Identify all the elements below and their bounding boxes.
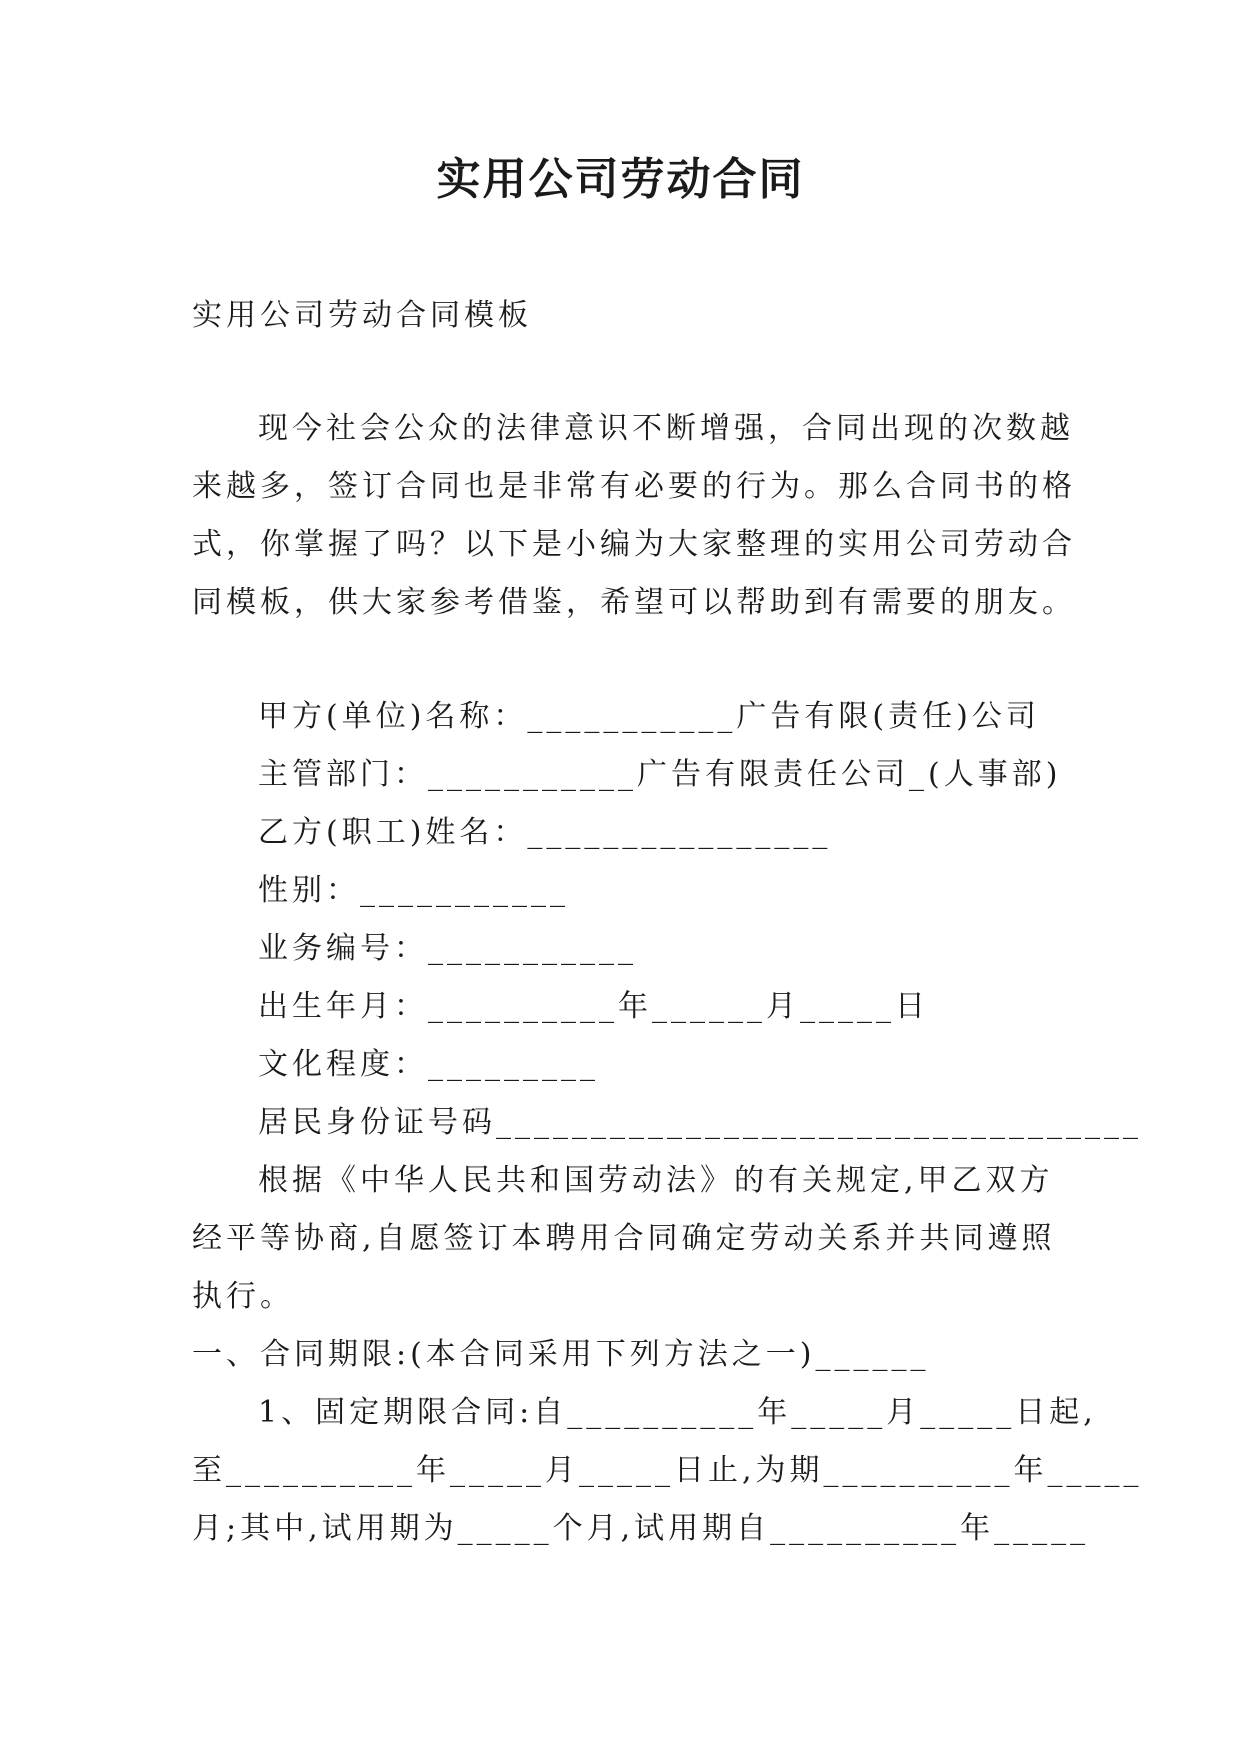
- intro-line: 同模板，供大家参考借鉴，希望可以帮助到有需要的朋友。: [192, 585, 1076, 620]
- field-party-b-name: 乙方(职工)姓名：________________: [258, 815, 832, 850]
- field-education: 文化程度：_________: [258, 1047, 599, 1082]
- section-contract-term: 一、合同期限:(本合同采用下列方法之一)______: [192, 1337, 930, 1372]
- fixed-term-line: 1、固定期限合同:自__________年_____月_____日起,: [258, 1395, 1097, 1430]
- basis-line: 根据《中华人民共和国劳动法》的有关规定,甲乙双方: [258, 1163, 1054, 1198]
- intro-line: 式，你掌握了吗？以下是小编为大家整理的实用公司劳动合: [192, 527, 1076, 562]
- fixed-term-line: 月;其中,试用期为_____个月,试用期自__________年_____: [192, 1511, 1090, 1546]
- fixed-term-line: 至__________年_____月_____日止,为期__________年_____: [192, 1453, 1143, 1488]
- intro-line: 来越多，签订合同也是非常有必要的行为。那么合同书的格: [192, 469, 1076, 504]
- field-party-a-name: 甲方(单位)名称：___________广告有限(责任)公司: [258, 699, 1040, 734]
- document-title: 实用公司劳动合同: [436, 154, 805, 205]
- intro-line: 现今社会公众的法律意识不断增强，合同出现的次数越: [258, 411, 1074, 446]
- field-department: 主管部门：___________广告有限责任公司_(人事部): [258, 757, 1062, 792]
- field-birth-date: 出生年月：__________年______月_____日: [258, 989, 929, 1024]
- basis-line: 经平等协商,自愿签订本聘用合同确定劳动关系并共同遵照: [192, 1221, 1056, 1256]
- field-gender: 性别：___________: [258, 873, 569, 908]
- basis-line: 执行。: [192, 1279, 294, 1314]
- field-business-number: 业务编号：___________: [258, 931, 637, 966]
- field-id-number: 居民身份证号码__________________________________: [258, 1105, 1142, 1140]
- document-subtitle: 实用公司劳动合同模板: [192, 298, 532, 333]
